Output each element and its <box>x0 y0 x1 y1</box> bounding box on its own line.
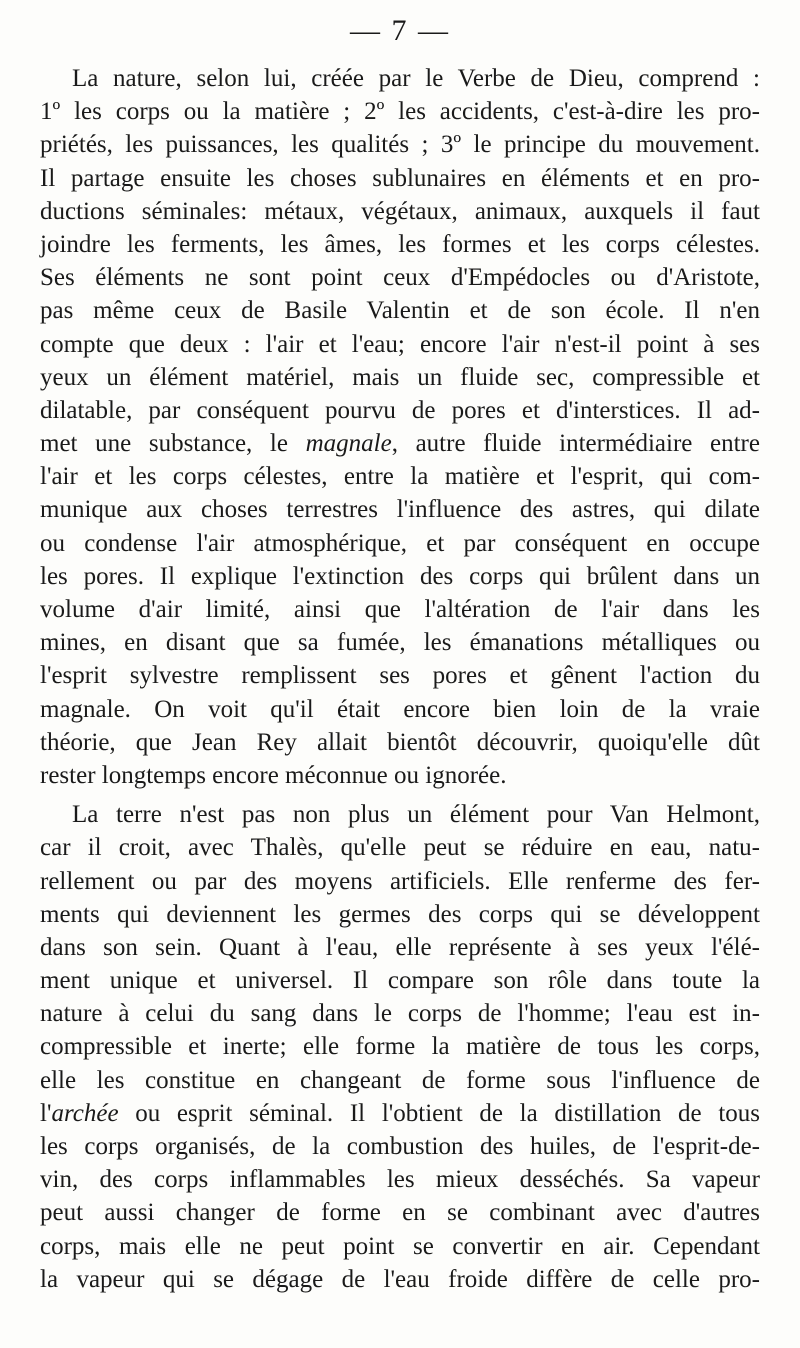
paragraph-2 <box>40 798 760 1296</box>
text-line: rester longtemps encore méconnue ou ignorée. <box>40 761 507 789</box>
text-line: elle les constitue en changeant de forme sous l'influence de <box>40 1066 760 1094</box>
text-segment: , autre fluide intermédiaire entre <box>391 430 760 458</box>
text-segment: l' <box>40 1099 52 1127</box>
text-line: pas même ceux de Basile Valentin et de son école. Il n'en <box>40 297 760 325</box>
text-line: compressible et inerte; elle forme la matière de tous les corps, <box>40 1033 760 1061</box>
text-line: 1º les corps ou la matière ; 2º les accidents, c'est-à-dire les pro- <box>40 98 760 126</box>
italic-term-archee: archée <box>51 1099 119 1127</box>
italic-term-magnale: magnale <box>305 430 392 458</box>
text-line: l'esprit sylvestre remplissent ses pores et gênent l'action du <box>40 662 760 690</box>
text-line: car il croit, avec Thalès, qu'elle peut se réduire en eau, natu- <box>40 834 760 862</box>
text-line: magnale. On voit qu'il était encore bien loin de la vraie <box>40 695 760 723</box>
text-segment: met une substance, le <box>40 430 306 458</box>
text-line: peut aussi changer de forme en se combinant avec d'autres <box>40 1199 760 1227</box>
text-line: dilatable, par conséquent pourvu de pores et d'interstices. Il ad- <box>40 396 760 424</box>
text-line: les corps organisés, de la combustion des huiles, de l'esprit-de- <box>40 1133 760 1160</box>
text-line: rellement ou par des moyens artificiels. Elle renferme des fer- <box>40 867 760 895</box>
text-line: l'air et les corps célestes, entre la matière et l'esprit, qui com- <box>40 463 760 491</box>
text-line: Ses éléments ne sont point ceux d'Empédocles ou d'Aristote, <box>40 264 760 292</box>
text-line-with-italic <box>40 1097 760 1130</box>
text-line-with-italic <box>40 427 760 460</box>
text-line: théorie, que Jean Rey allait bientôt découvrir, quoiqu'elle dût <box>40 728 760 756</box>
text-segment: ou esprit séminal. Il l'obtient de la distillation de tous <box>118 1099 760 1127</box>
text-line: nature à celui du sang dans le corps de l'homme; l'eau est in- <box>40 1000 760 1028</box>
text-line: la vapeur qui se dégage de l'eau froide diffère de celle pro- <box>40 1265 760 1293</box>
paragraph-1 <box>40 62 760 792</box>
text-line: priétés, les puissances, les qualités ; 3º le principe du mouvement. <box>40 131 760 159</box>
text-line: les pores. Il explique l'extinction des corps qui brûlent dans un <box>40 562 760 590</box>
text-line: ductions séminales: métaux, végétaux, animaux, auxquels il faut <box>40 197 760 225</box>
text-line: joindre les ferments, les âmes, les formes et les corps célestes. <box>40 230 760 258</box>
text-line: La terre n'est pas non plus un élément pour Van Helmont, <box>72 801 760 829</box>
text-line: vin, des corps inflammables les mieux desséchés. Sa vapeur <box>40 1166 760 1194</box>
text-line: volume d'air limité, ainsi que l'altération de l'air dans les <box>40 596 760 623</box>
body-text <box>40 62 760 1296</box>
text-line: compte que deux : l'air et l'eau; encore l'air n'est-il point à ses <box>40 330 760 358</box>
text-line: ments qui deviennent les germes des corps qui se développent <box>40 900 760 928</box>
text-line: ment unique et universel. Il compare son rôle dans toute la <box>40 967 760 995</box>
text-line: yeux un élément matériel, mais un fluide sec, compressible et <box>40 363 760 391</box>
text-line: La nature, selon lui, créée par le Verbe de Dieu, comprend : <box>72 65 760 92</box>
text-line: munique aux choses terrestres l'influence des astres, qui dilate <box>40 496 760 524</box>
text-line: corps, mais elle ne peut point se convertir en air. Cependant <box>40 1232 760 1260</box>
text-line: mines, en disant que sa fumée, les émanations métalliques ou <box>40 629 760 657</box>
page-number: — 7 — <box>350 14 450 47</box>
text-line: ou condense l'air atmosphérique, et par conséquent en occupe <box>40 529 760 557</box>
text-line: dans son sein. Quant à l'eau, elle représente à ses yeux l'élé- <box>40 933 760 961</box>
text-line: Il partage ensuite les choses sublunaires en éléments et en pro- <box>40 164 760 192</box>
